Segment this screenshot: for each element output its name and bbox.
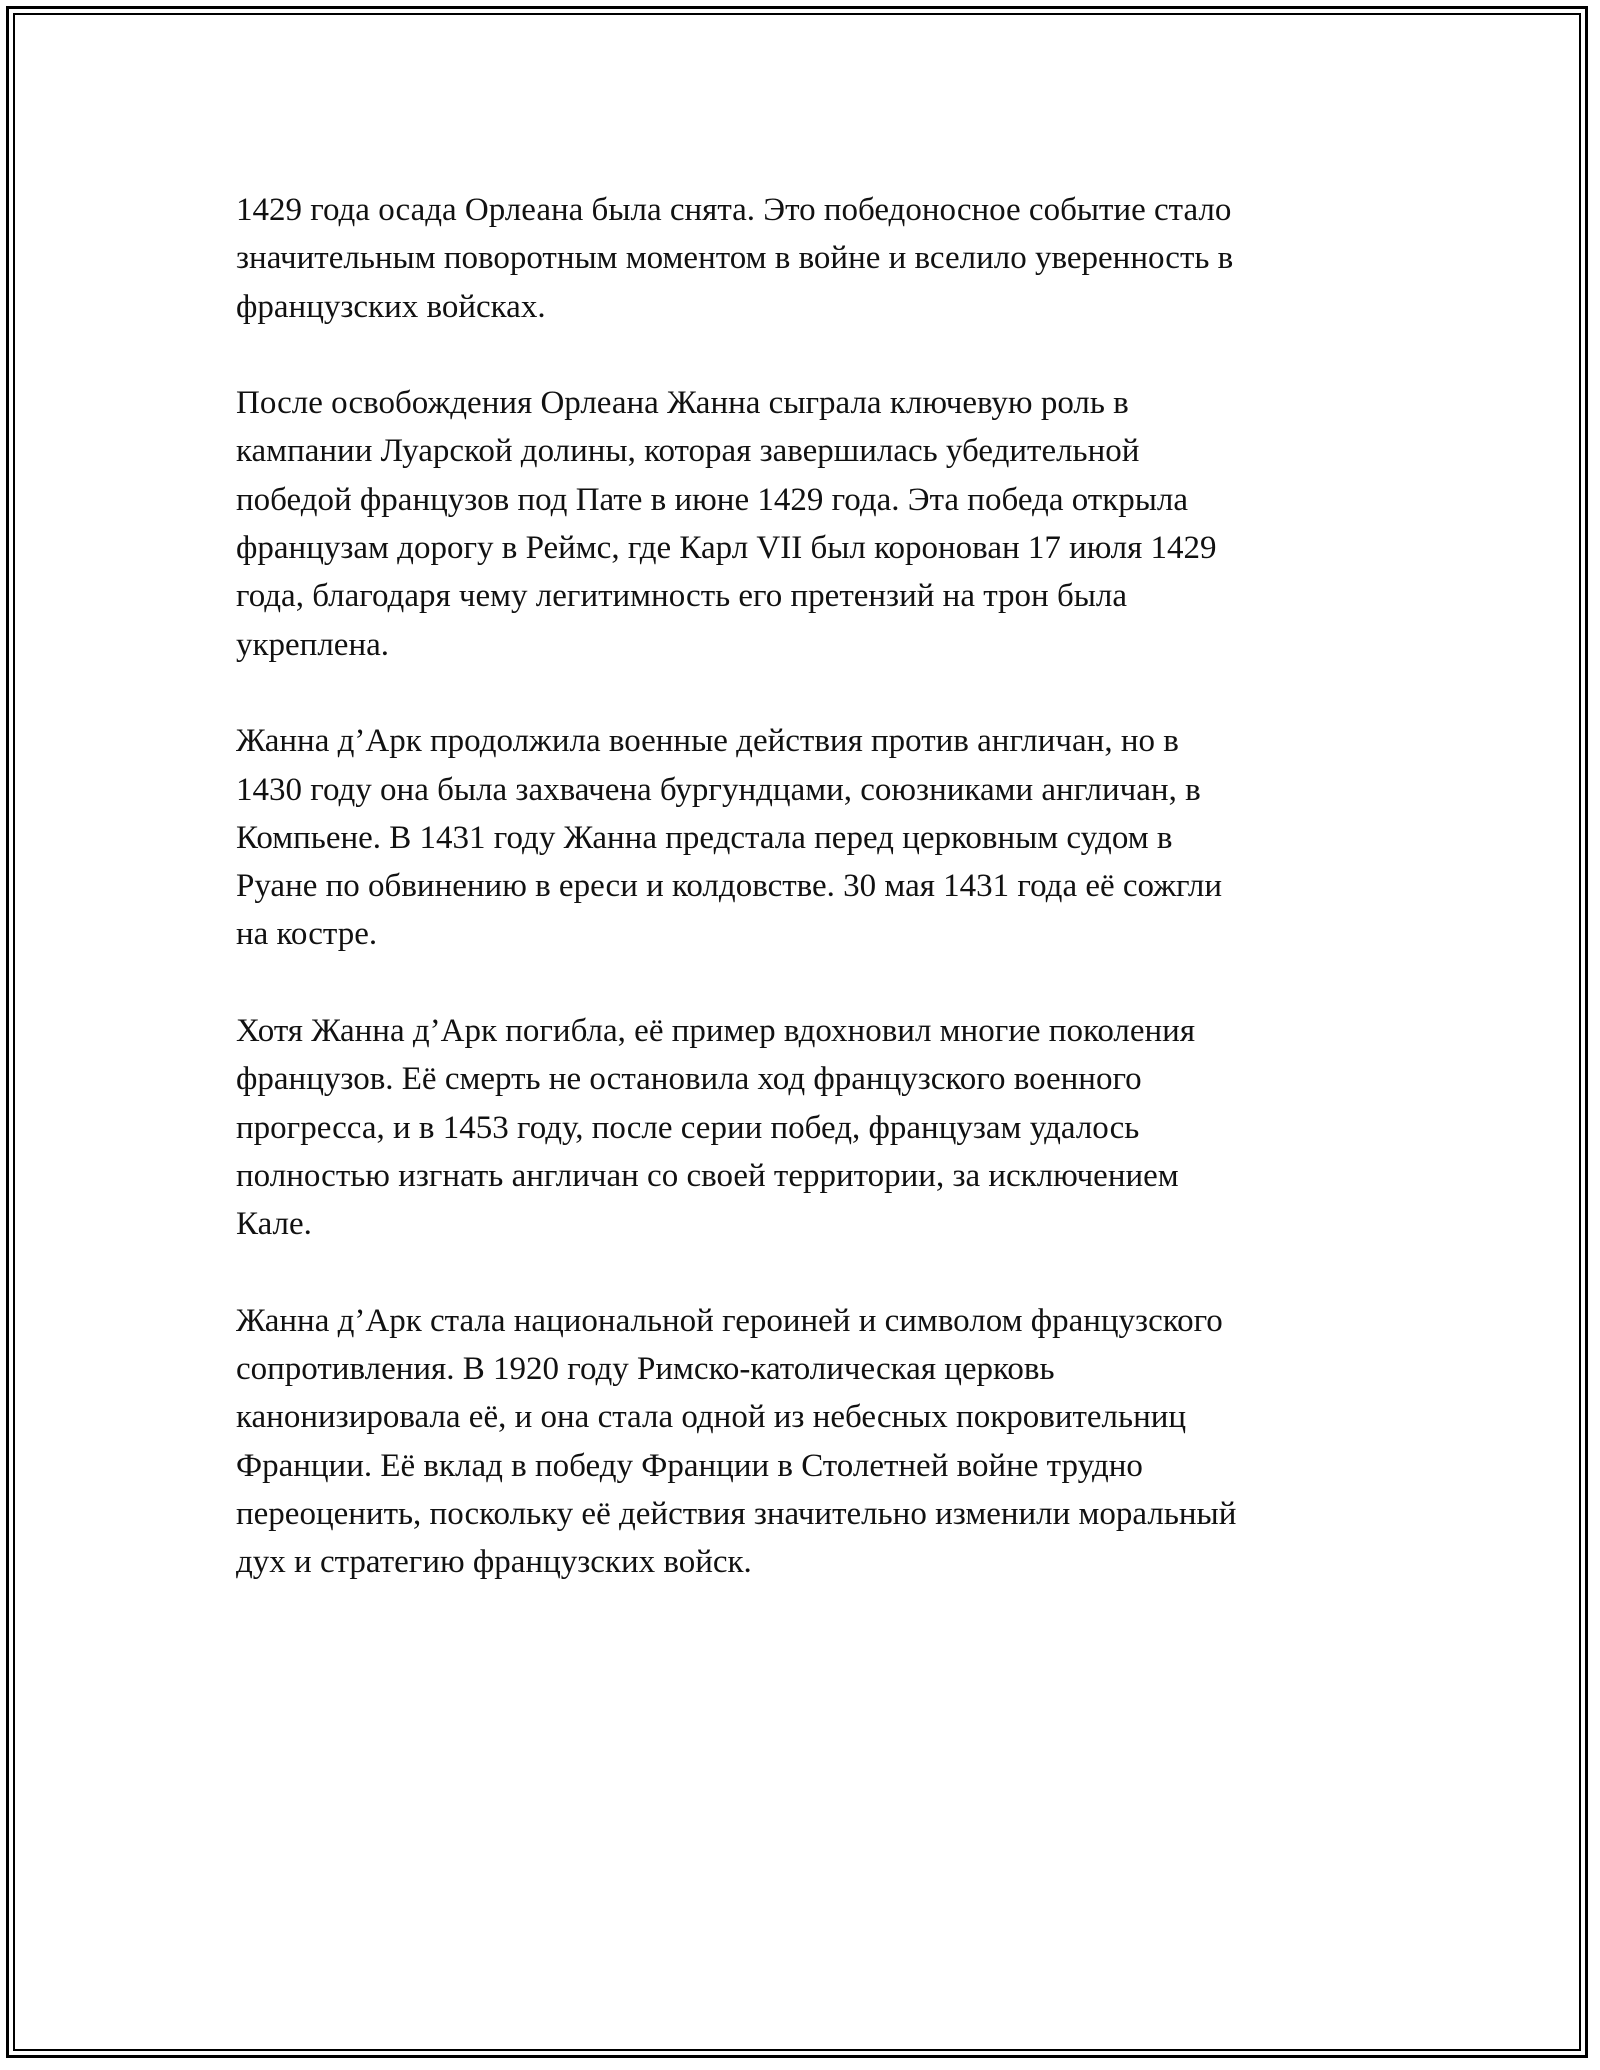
paragraph-capture-and-trial: Жанна д’Арк продолжила военные действия против англичан, но в 1430 году она была захвачена бургундцами, союзниками англичан, в Компьене. В 1431 году Жанна предстала перед церковным судом в Руане по обвинению в ереси и колдовстве. 30 мая 1431 года её сожгли на костре. — [236, 723, 1223, 953]
paragraph-national-heroine: Жанна д’Арк стала национальной героиней и символом французского сопротивления. В 1920 году Римско-католическая церковь канонизировала её, и она стала одной из небесных покровительниц Франции. Её вклад в победу Франции в Столетней войне трудно переоценить, поскольку её действия значительно изменили моральный дух и стратегию французских войск. — [236, 1302, 1237, 1581]
paragraph-loire-campaign: После освобождения Орлеана Жанна сыграла ключевую роль в кампании Луарской долины, которая завершилась убедительной победой французов под Пате в июне 1429 года. Эта победа открыла французам дорогу в Реймс, где Карл VII был коронован 17 июля 1429 года, благодаря чему легитимность его претензий на трон была укреплена. — [236, 385, 1217, 663]
paragraph-legacy-war: Хотя Жанна д’Арк погибла, её пример вдохновил многие поколения французов. Её смерть не остановила ход французского военного прогресса, и в 1453 году, после серии побед, французам удалось полностью изгнать англичан со своей территории, за исключением Кале. — [236, 1013, 1195, 1243]
document-body — [236, 186, 1366, 1635]
paragraph-orleans-siege: 1429 года осада Орлеана была снята. Это победоносное событие стало значительным поворотным моментом в войне и вселило уверенность в французских войсках. — [236, 192, 1234, 325]
